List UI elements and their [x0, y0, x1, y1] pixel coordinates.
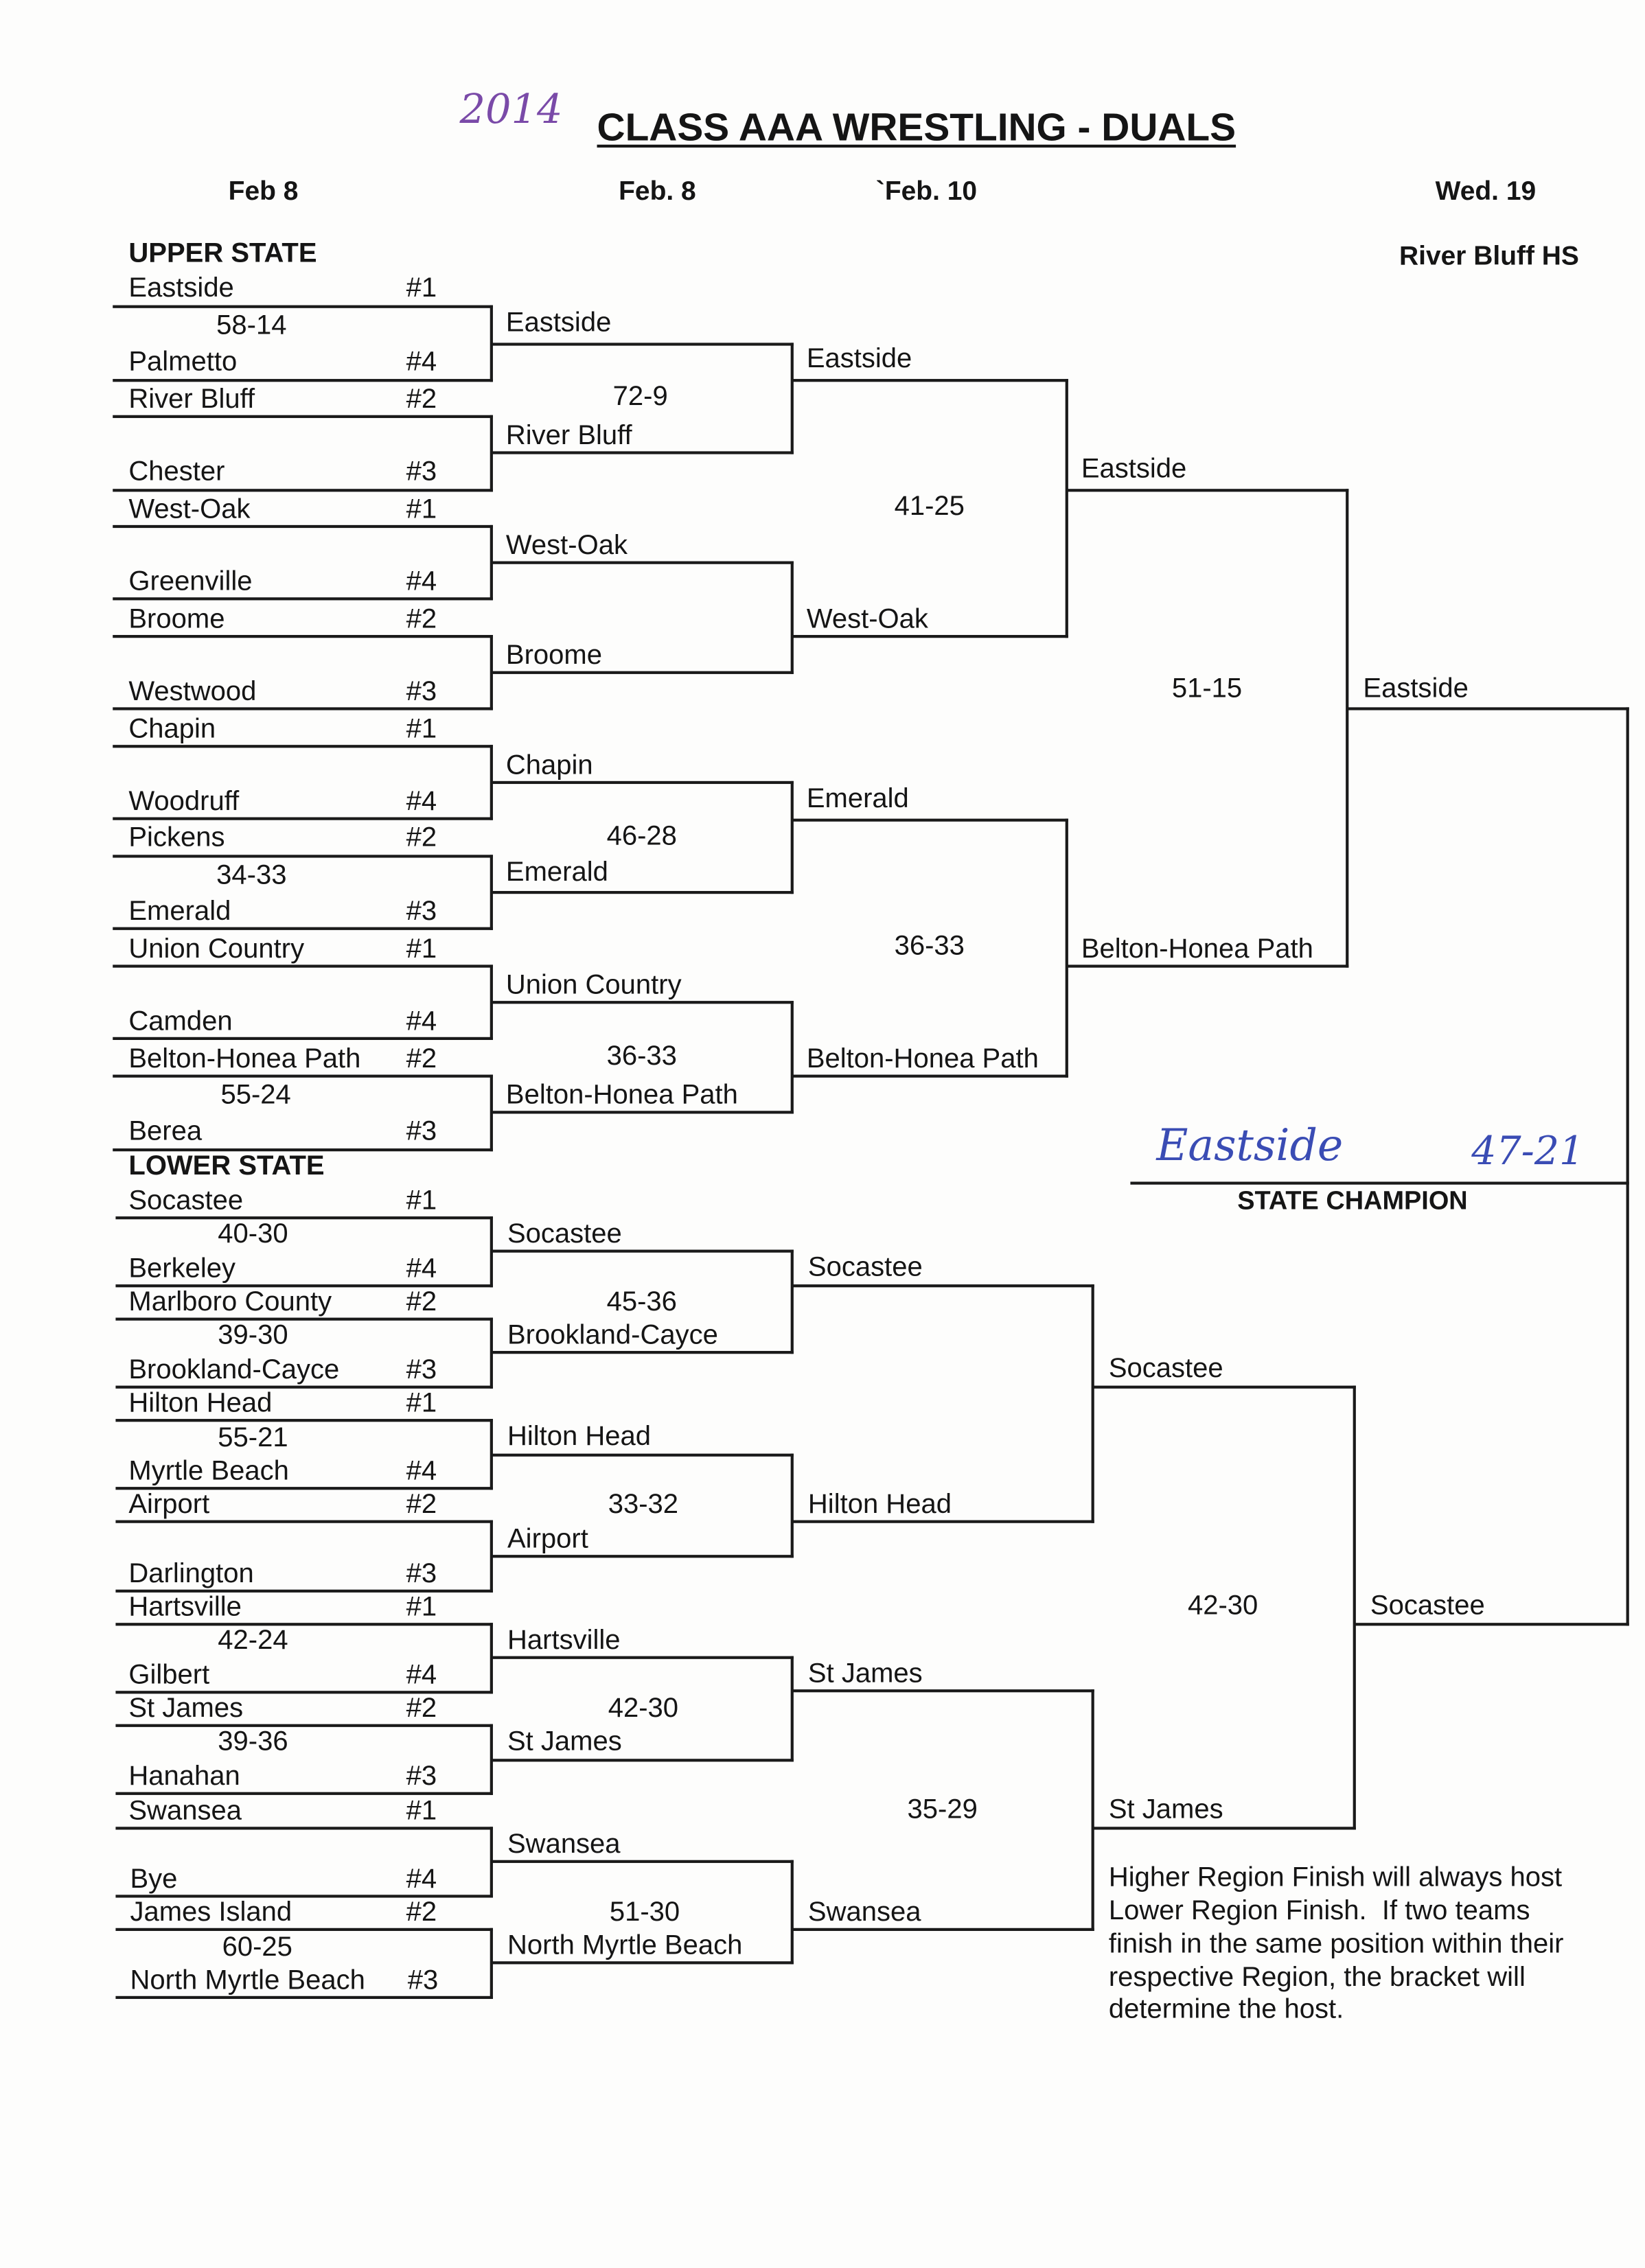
seed: #4 [406, 1660, 437, 1691]
team-name: Westwood [128, 677, 257, 708]
seed: #2 [406, 822, 437, 854]
score: 35-29 [907, 1794, 978, 1826]
team-name: Swansea [807, 1897, 921, 1928]
team-name: Hartsville [128, 1592, 242, 1623]
score: 46-28 [606, 821, 677, 853]
seed: #3 [406, 896, 437, 927]
note-line: finish in the same position within their [1108, 1929, 1564, 1960]
champion-name-handwritten: Eastside [1156, 1121, 1344, 1172]
team-name: St James [807, 1658, 923, 1690]
seed: #1 [406, 494, 437, 525]
team-name: Union Country [505, 970, 682, 1002]
team-name: James Island [130, 1897, 292, 1928]
team-name: Emerald [505, 857, 608, 888]
team-name: Greenville [128, 566, 253, 598]
seed: #2 [406, 1287, 437, 1318]
seed: #2 [406, 1693, 437, 1724]
score: 42-24 [218, 1625, 288, 1656]
seed: #3 [406, 677, 437, 708]
seed: #1 [406, 1592, 437, 1623]
seed: #4 [406, 1864, 437, 1895]
note-line: respective Region, the bracket will [1108, 1963, 1526, 1993]
seed: #2 [406, 384, 437, 415]
team-name: Hartsville [507, 1625, 621, 1656]
team-name: West-Oak [806, 604, 928, 636]
seed: #3 [406, 456, 437, 488]
score: 42-30 [1187, 1590, 1258, 1622]
team-name: West-Oak [128, 494, 251, 525]
seed: #1 [406, 1796, 437, 1827]
team-name: Marlboro County [128, 1287, 332, 1318]
team-name: Swansea [128, 1796, 242, 1827]
score: 60-25 [222, 1932, 292, 1963]
team-name: Brookland-Cayce [128, 1355, 340, 1386]
team-name: North Myrtle Beach [130, 1965, 365, 1996]
seed: #4 [406, 1006, 437, 1037]
team-name: Eastside [505, 308, 612, 339]
seed: #3 [406, 1355, 437, 1386]
score: 39-36 [218, 1726, 288, 1758]
upper-state-heading: UPPER STATE [128, 238, 317, 269]
team-name: Eastside [806, 344, 912, 375]
team-name: Eastside [1363, 673, 1469, 705]
team-name: Hilton Head [507, 1422, 652, 1453]
team-name: St James [128, 1693, 244, 1724]
score: 42-30 [608, 1693, 679, 1724]
seed: #1 [406, 273, 437, 304]
handwritten-year: 2014 [459, 85, 563, 133]
team-name: Airport [507, 1524, 588, 1555]
final-venue: River Bluff HS [1399, 240, 1579, 271]
bracket-line [1347, 707, 1629, 710]
note-line: Lower Region Finish. If two teams [1108, 1896, 1530, 1927]
team-name: Emerald [128, 896, 231, 927]
champion-label: STATE CHAMPION [1237, 1185, 1468, 1215]
team-name: Socastee [1108, 1354, 1223, 1385]
team-name: Eastside [1081, 454, 1187, 485]
seed: #3 [406, 1559, 437, 1590]
champion-score-handwritten: 47-21 [1471, 1129, 1585, 1174]
team-name: Emerald [806, 784, 909, 815]
team-name: Camden [128, 1006, 233, 1037]
team-name: Socastee [507, 1219, 622, 1250]
team-name: Berkeley [128, 1253, 236, 1285]
seed: #2 [406, 604, 437, 636]
team-name: Belton-Honea Path [128, 1044, 361, 1075]
team-name: St James [507, 1726, 622, 1758]
seed: #3 [406, 1761, 437, 1792]
note-line: Higher Region Finish will always host [1108, 1862, 1563, 1894]
note-line: determine the host. [1108, 1994, 1344, 2025]
final-date: Wed. 19 [1435, 174, 1537, 206]
team-name: Belton-Honea Path [1081, 934, 1313, 965]
seed: #3 [406, 1116, 437, 1147]
team-name: Belton-Honea Path [806, 1044, 1039, 1075]
score: 34-33 [216, 860, 287, 891]
team-name: Broome [505, 640, 602, 671]
seed: #2 [406, 1897, 437, 1928]
team-name: Bye [130, 1864, 178, 1895]
score: 40-30 [218, 1219, 288, 1250]
seed: #1 [406, 714, 437, 745]
team-name: Hilton Head [128, 1388, 273, 1420]
score: 41-25 [894, 491, 965, 522]
score: 55-24 [220, 1080, 291, 1111]
team-name: Berea [128, 1116, 203, 1147]
team-name: Myrtle Beach [128, 1456, 289, 1488]
score: 33-32 [608, 1490, 679, 1520]
team-name: Broome [128, 604, 225, 636]
score: 55-21 [218, 1423, 288, 1454]
team-name: Socastee [807, 1252, 923, 1283]
round2-date: Feb. 8 [619, 174, 696, 206]
seed: #1 [406, 934, 437, 965]
team-name: Hanahan [128, 1761, 240, 1792]
score: 36-33 [606, 1041, 677, 1072]
score: 51-15 [1171, 673, 1243, 705]
team-name: Hilton Head [807, 1490, 952, 1520]
seed: #4 [406, 787, 437, 818]
team-name: Brookland-Cayce [507, 1320, 718, 1352]
team-name: Socastee [128, 1185, 244, 1217]
team-name: Eastside [128, 273, 234, 304]
team-name: Swansea [507, 1829, 621, 1860]
round3-date: `Feb. 10 [875, 174, 978, 206]
score: 51-30 [609, 1897, 680, 1928]
team-name: River Bluff [128, 384, 255, 415]
team-name: Union Country [128, 934, 305, 965]
team-name: Darlington [128, 1559, 254, 1590]
team-name: Palmetto [128, 347, 238, 378]
team-name: Belton-Honea Path [505, 1080, 738, 1111]
champion-line [1130, 1182, 1629, 1185]
team-name: Airport [128, 1490, 210, 1520]
team-name: Chester [128, 456, 225, 488]
seed: #4 [406, 347, 437, 378]
seed: #4 [406, 566, 437, 598]
seed: #2 [406, 1490, 437, 1520]
team-name: Woodruff [128, 787, 240, 818]
seed: #4 [406, 1456, 437, 1488]
score: 45-36 [606, 1287, 677, 1318]
seed: #1 [406, 1388, 437, 1420]
team-name: North Myrtle Beach [507, 1930, 743, 1962]
seed: #4 [406, 1253, 437, 1285]
seed: #3 [407, 1965, 439, 1996]
team-name: Gilbert [128, 1660, 210, 1691]
page-title: CLASS AAA WRESTLING - DUALS [597, 105, 1236, 150]
bracket-connector [1626, 707, 1629, 1625]
score: 72-9 [612, 382, 668, 413]
team-name: West-Oak [505, 531, 628, 562]
score: 36-33 [894, 931, 965, 962]
seed: #1 [406, 1185, 437, 1217]
score: 39-30 [218, 1320, 288, 1352]
round1-date: Feb 8 [228, 174, 299, 206]
team-name: Chapin [128, 714, 216, 745]
team-name: St James [1108, 1794, 1223, 1826]
seed: #2 [406, 1044, 437, 1075]
team-name: River Bluff [505, 421, 632, 452]
score: 58-14 [216, 311, 287, 342]
lower-state-heading: LOWER STATE [128, 1151, 325, 1182]
team-name: Socastee [1370, 1590, 1485, 1622]
team-name: Chapin [505, 750, 593, 781]
bracket-line [1355, 1623, 1629, 1625]
team-name: Pickens [128, 822, 225, 854]
